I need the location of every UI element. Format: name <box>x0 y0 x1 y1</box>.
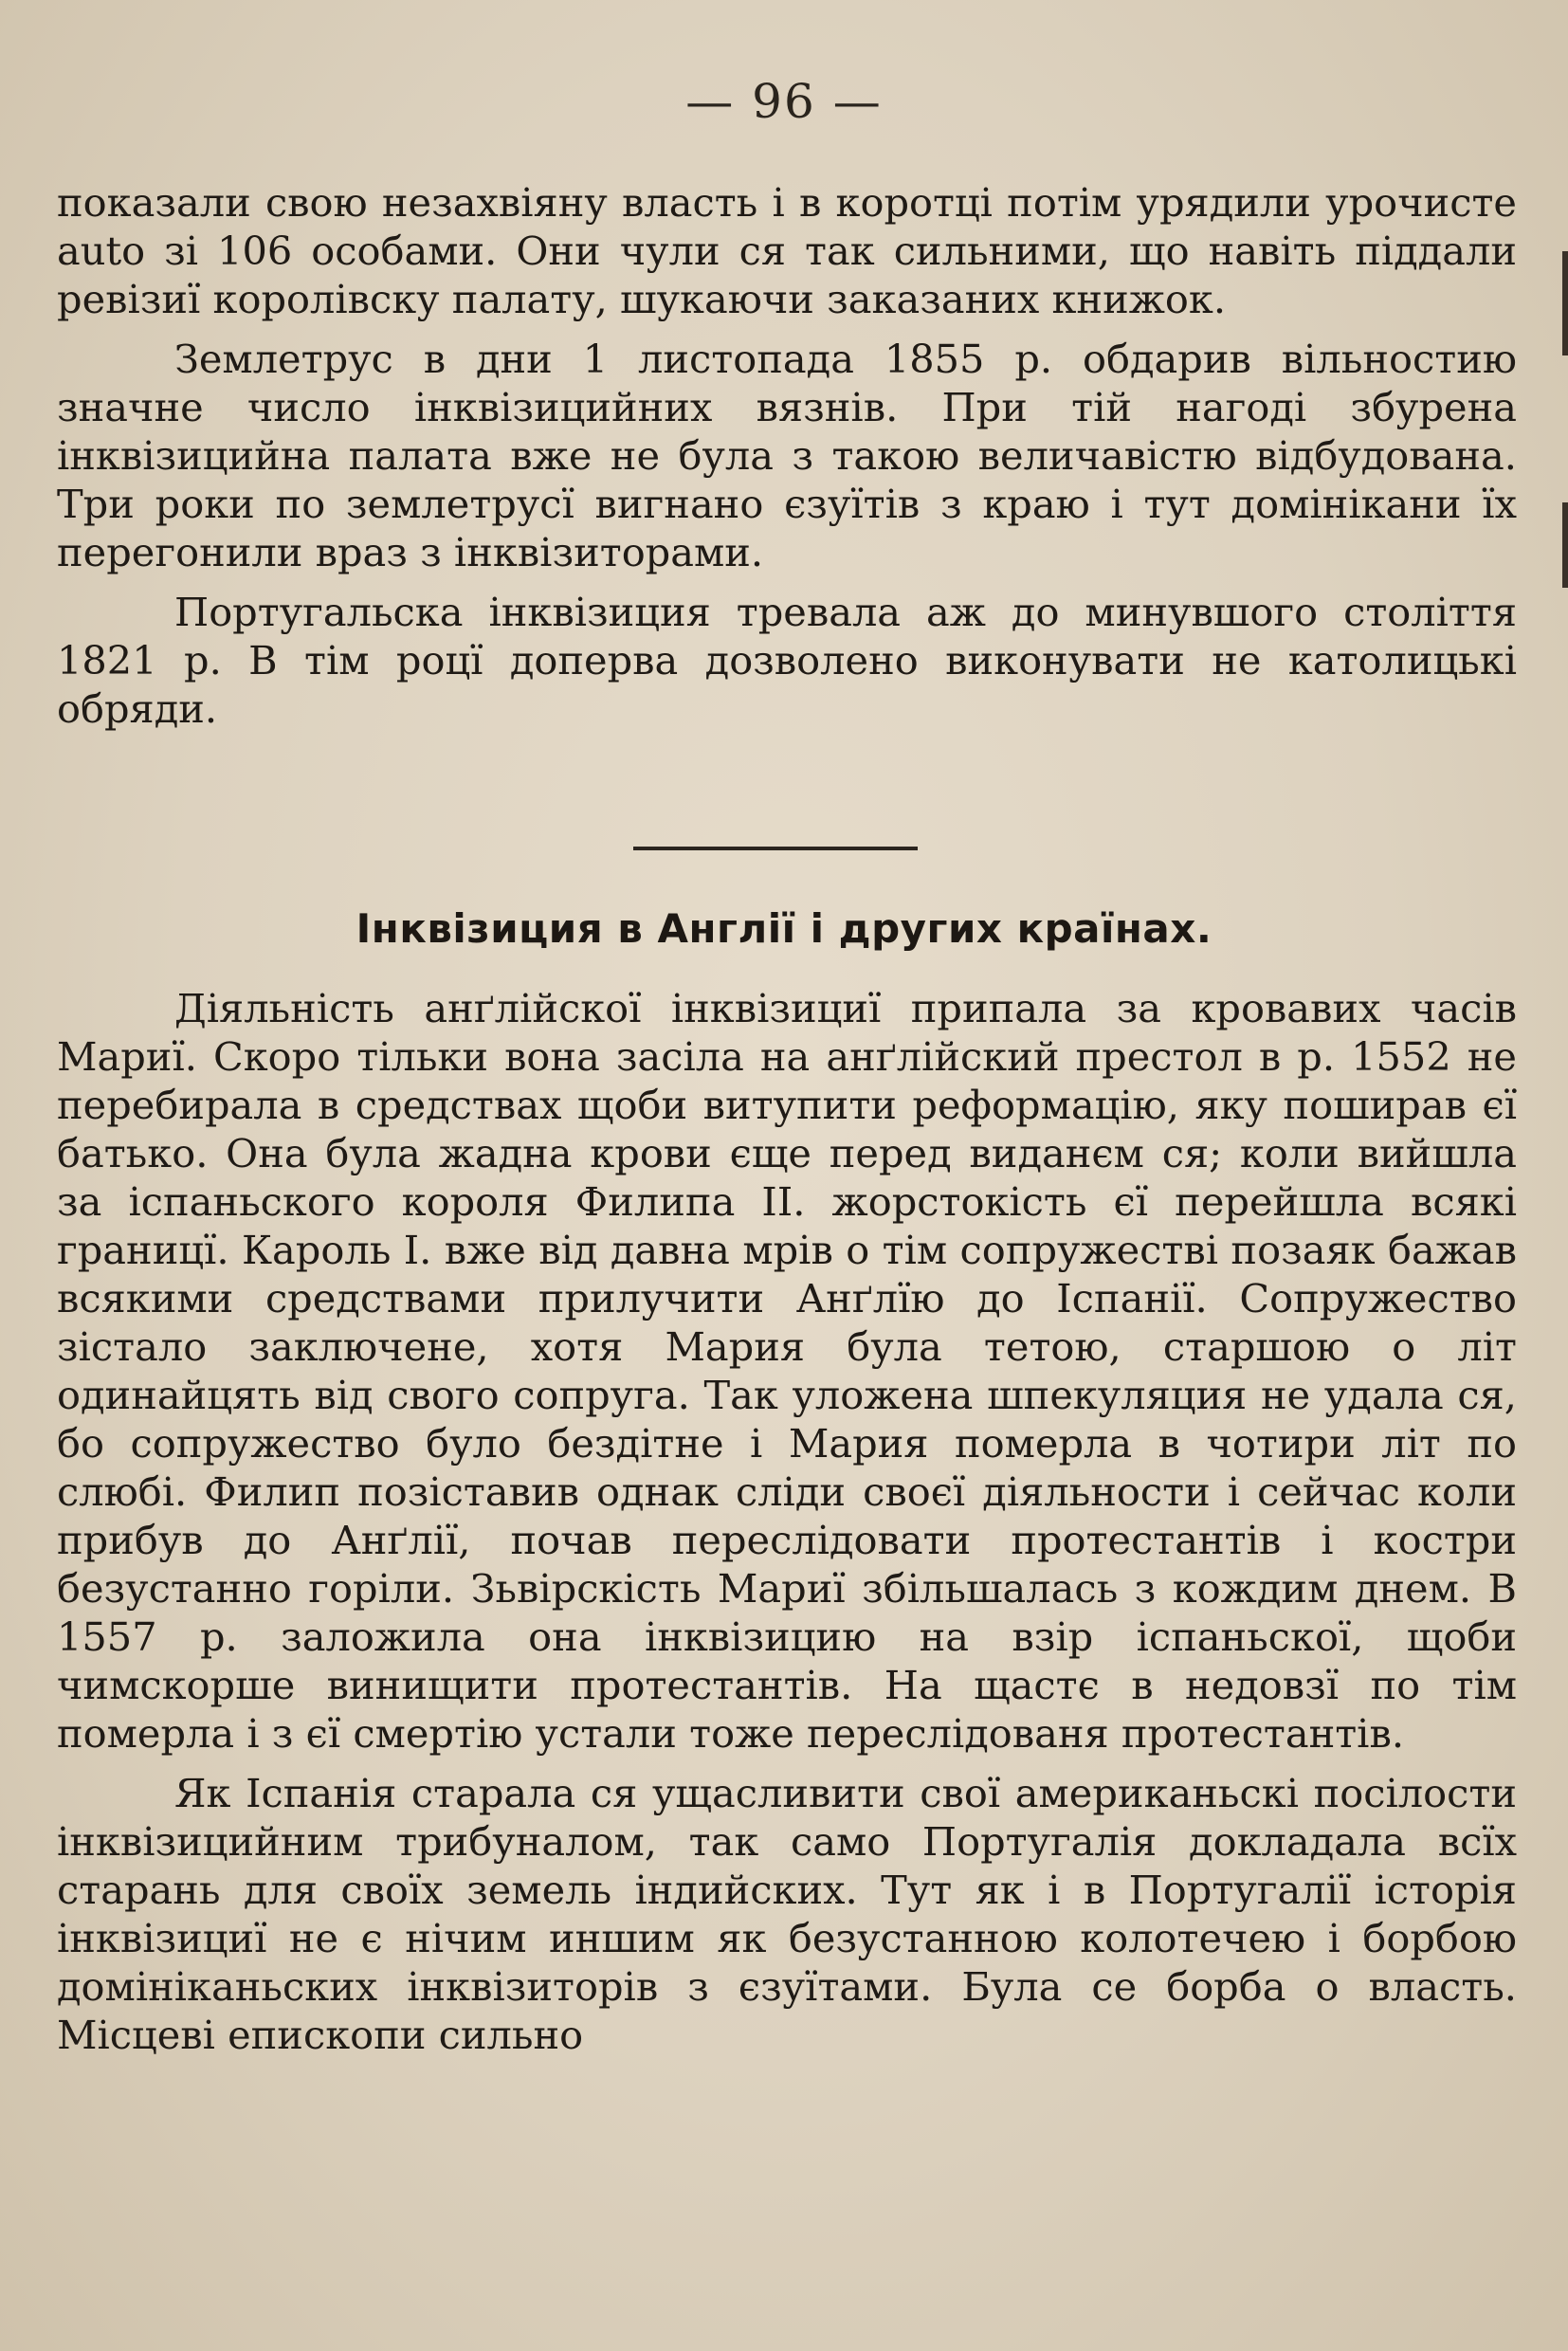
page-edge-shadow <box>1562 251 1568 355</box>
section-portugal-text <box>57 178 1517 733</box>
paragraph-continued: показали свою незахвіяну власть і в коротці потім урядили урочисте auto зі 106 особами. Они чули ся так сильними, що навіть піддали ревізиї королівску палату, шукаючи заказаних книжок. <box>57 179 1517 322</box>
page-edge-shadow <box>1562 502 1568 588</box>
paragraph-colonies: Як Іспанія старала ся ущасливити свої американьскі посілости інквізицийним трибуналом, так само Португалія докладала всїх старань для своїх земель індийских. Тут як і в Португалії історія інквізициї не є нічим иншим як безустанною колотечею і борбою домініканьских інквізиторів з єзуїтами. Була се борба о власть. Місцеві епископи сильно <box>57 1770 1517 2058</box>
paragraph-england: Діяльність анґлійскої інквізициї припала за кровавих часів Мариї. Скоро тільки вона засіла на анґлійский престол в р. 1552 не перебирала в средствах щоби витупити реформацію, яку поширав єї батько. Она була жадна крови єще перед виданєм ся; коли вийшла за іспаньского короля Филипа II. жорстокість єї перейшла всякі границї. Кароль I. вже від давна мрів о тім сопружестві позаяк бажав всякими средствами прилучити Анґлїю до Іспанії. Сопружество зістало заключене, хотя Мария була тетою, старшою о літ одинайцять від свого сопруга. Так уложена шпекуляция не удала ся, бо сопружество було бездітне і Мария померла в чотири літ по слюбі. Филип позіставив однак сліди своєї діяльности і сейчас коли прибув до Анґлії, почав переслідовати протестантів і костри безустанно горіли. Зьвірскість Мариї збільшалась з кождим днем. В 1557 р. заложила она інквізицию на взір іспаньскої, щоби чимскорше винищити протестантів. На щастє в недовзї по тім померла і з єї смертію устали тоже переслідованя протестантів. <box>57 985 1517 1757</box>
page-number: — 96 — <box>685 74 883 129</box>
section-england-text <box>57 984 1517 2059</box>
section-divider <box>633 847 918 850</box>
section-heading: Інквізиция в Англії і других країнах. <box>356 905 1212 952</box>
paragraph-portugal-end: Португальска інквізиция тревала аж до минувшого століття 1821 р. В тім роцї доперва дозволено виконувати не католицькі обряди. <box>57 589 1517 732</box>
paragraph-earthquake: Землетрус в дни 1 листопада 1855 р. обдарив вільностию значне число інквізицийних вязнів. При тій нагоді збурена інквізицийна палата вже не була з такою величавістю відбудована. Три роки по землетрусї вигнано єзуїтів з краю і тут домінікани їх перегонили враз з інквізиторами. <box>57 336 1517 575</box>
